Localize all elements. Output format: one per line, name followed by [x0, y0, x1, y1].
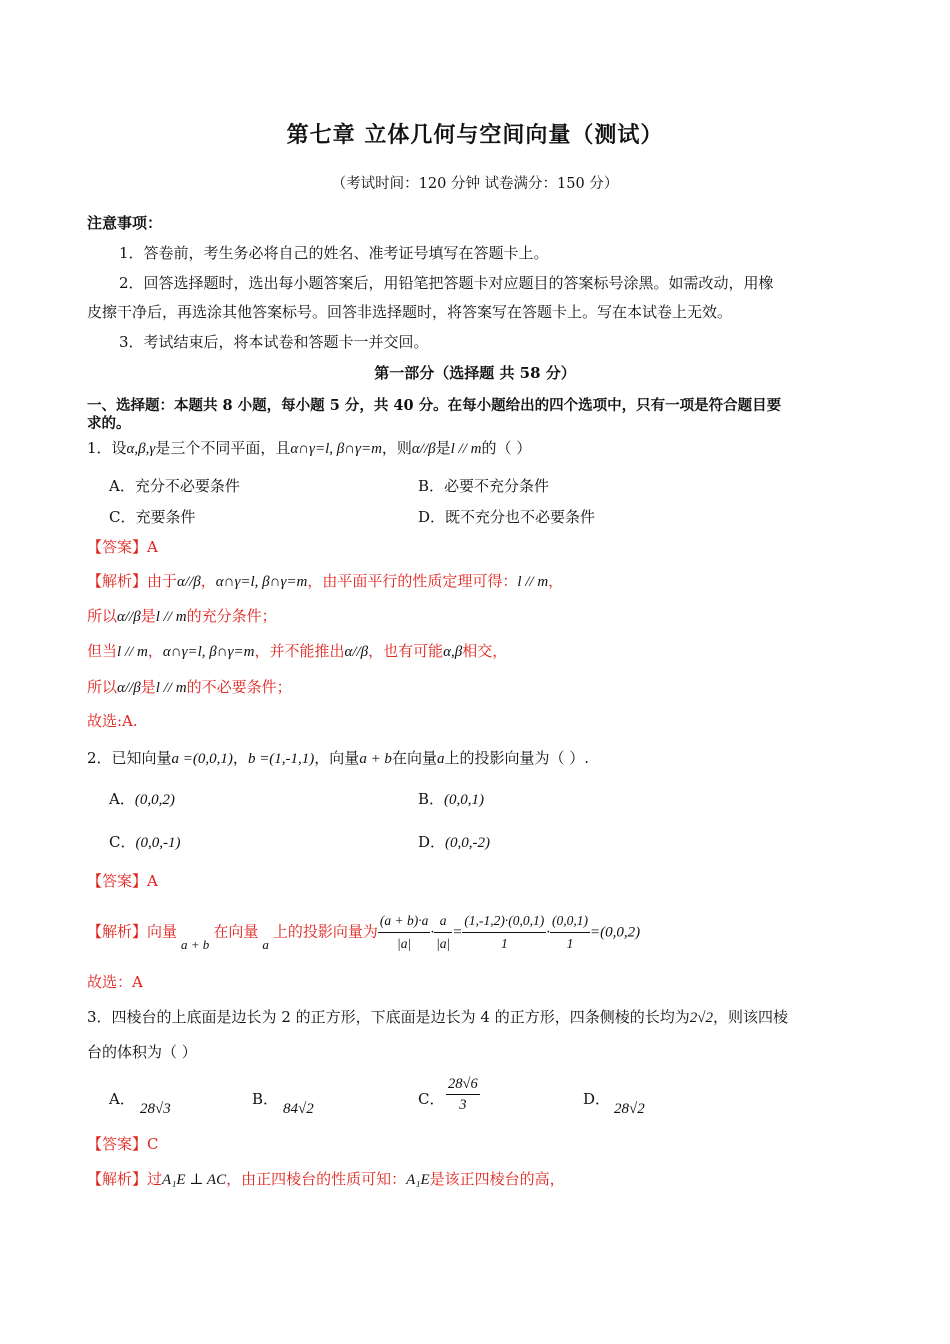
q3-solution: 【解析】过A₁E ⊥ AC，由正四棱台的性质可知：A₁E是该正四棱台的高， [87, 1170, 565, 1188]
q3-option-a-label: A． [109, 1090, 135, 1108]
question-3-stem-line-2: 台的体积为（ ） [87, 1043, 197, 1061]
q3-option-a-value: 28√3 [140, 1101, 171, 1117]
question-1-stem: 1．设α,β,γ是三个不同平面，且α∩γ=l, β∩γ=m，则α//β是l // m的（ ） [87, 439, 532, 457]
notice-heading: 注意事项： [87, 214, 163, 232]
q1-solution-line-1: 【解析】由于α//β，α∩γ=l, β∩γ=m，由平面平行的性质定理可得：l // m， [87, 572, 564, 590]
q2-option-c: C．(0,0,-1) [109, 833, 181, 851]
notice-item-2-line-1: 2．回答选择题时，选出每小题答案后，用铅笔把答题卡对应题目的答案标号涂黑。如需改动，用橡 [119, 274, 774, 292]
q1-answer: 【答案】A [87, 538, 158, 556]
q1-option-d: D．既不充分也不必要条件 [418, 508, 596, 526]
q3-option-c-label: C． [418, 1090, 445, 1108]
q3-option-c-value: $\frac{28√6}{3}$ [448, 1076, 478, 1113]
part1-heading: 第一部分（选择题 共 58 分） [374, 364, 576, 382]
q2-option-a: A．(0,0,2) [109, 790, 175, 808]
q2-solution: 【解析】向量a + b在向量a上的投影向量为 $\frac{(a + b)\cdot a}{|a|}$ · $\frac{a}{|a|}$ = $\frac{(1,-1,2)\cdot(0,0,1)}{1}$ · $\frac{(0,0,1)}{1}$ =(0,0,2) [87, 910, 640, 955]
q1-final-choice: 故选:A. [87, 712, 138, 730]
fraction-unit-vector: $\frac{a}{|a|}$ [434, 910, 452, 955]
q2-final-choice: 故选：A [87, 973, 143, 991]
q3-option-b-label: B． [252, 1090, 279, 1108]
exam-info: （考试时间：120 分钟 试卷满分：150 分） [331, 176, 619, 192]
question-2-stem: 2．已知向量a =(0,0,1)，b =(1,-1,1)，向量a + b在向量a上的投影向量为（ ）. [87, 749, 589, 767]
q2-option-d: D．(0,0,-2) [418, 833, 491, 851]
fraction-unit: $\frac{(0,0,1)}{1}$ [550, 910, 590, 955]
fraction-projection-scalar: $\frac{(a + b)\cdot a}{|a|}$ [378, 910, 430, 955]
q1-solution-line-4: 所以α//β是l // m的不必要条件； [87, 678, 292, 696]
q1-option-a: A．充分不必要条件 [109, 477, 240, 495]
q3-answer: 【答案】C [87, 1135, 159, 1153]
q1-solution-line-2: 所以α//β是l // m的充分条件； [87, 607, 277, 625]
section-heading-line-1: 一、选择题：本题共 8 小题，每小题 5 分，共 40 分。在每小题给出的四个选项中，只有一项是符合题目要 [87, 397, 782, 414]
q2-answer: 【答案】A [87, 872, 158, 890]
q1-solution-line-3: 但当l // m，α∩γ=l, β∩γ=m，并不能推出α//β，也有可能α,β相交， [87, 642, 508, 660]
q3-option-d-label: D． [583, 1090, 611, 1108]
q1-option-c: C．充要条件 [109, 508, 196, 526]
notice-item-1: 1．答卷前，考生务必将自己的姓名、准考证号填写在答题卡上。 [119, 244, 549, 262]
question-3-stem-line-1: 3．四棱台的上底面是边长为 2 的正方形，下底面是边长为 4 的正方形，四条侧棱的长均为2√2，则该四棱 [87, 1008, 788, 1026]
q3-option-b-value: 84√2 [283, 1101, 314, 1117]
q2-option-b: B．(0,0,1) [418, 790, 485, 808]
notice-item-3: 3．考试结束后，将本试卷和答题卡一并交回。 [119, 333, 429, 351]
q3-option-d-value: 28√2 [614, 1101, 645, 1117]
page-title: 第七章 立体几何与空间向量（测试） [286, 122, 664, 148]
q1-option-b: B．必要不充分条件 [418, 477, 550, 495]
notice-item-2-line-2: 皮擦干净后，再选涂其他答案标号。回答非选择题时，将答案写在答题卡上。写在本试卷上无效。 [87, 303, 733, 321]
section-heading-line-2: 求的。 [87, 415, 131, 432]
fraction-evaluated: $\frac{(1,-1,2)\cdot(0,0,1)}{1}$ [462, 910, 546, 955]
